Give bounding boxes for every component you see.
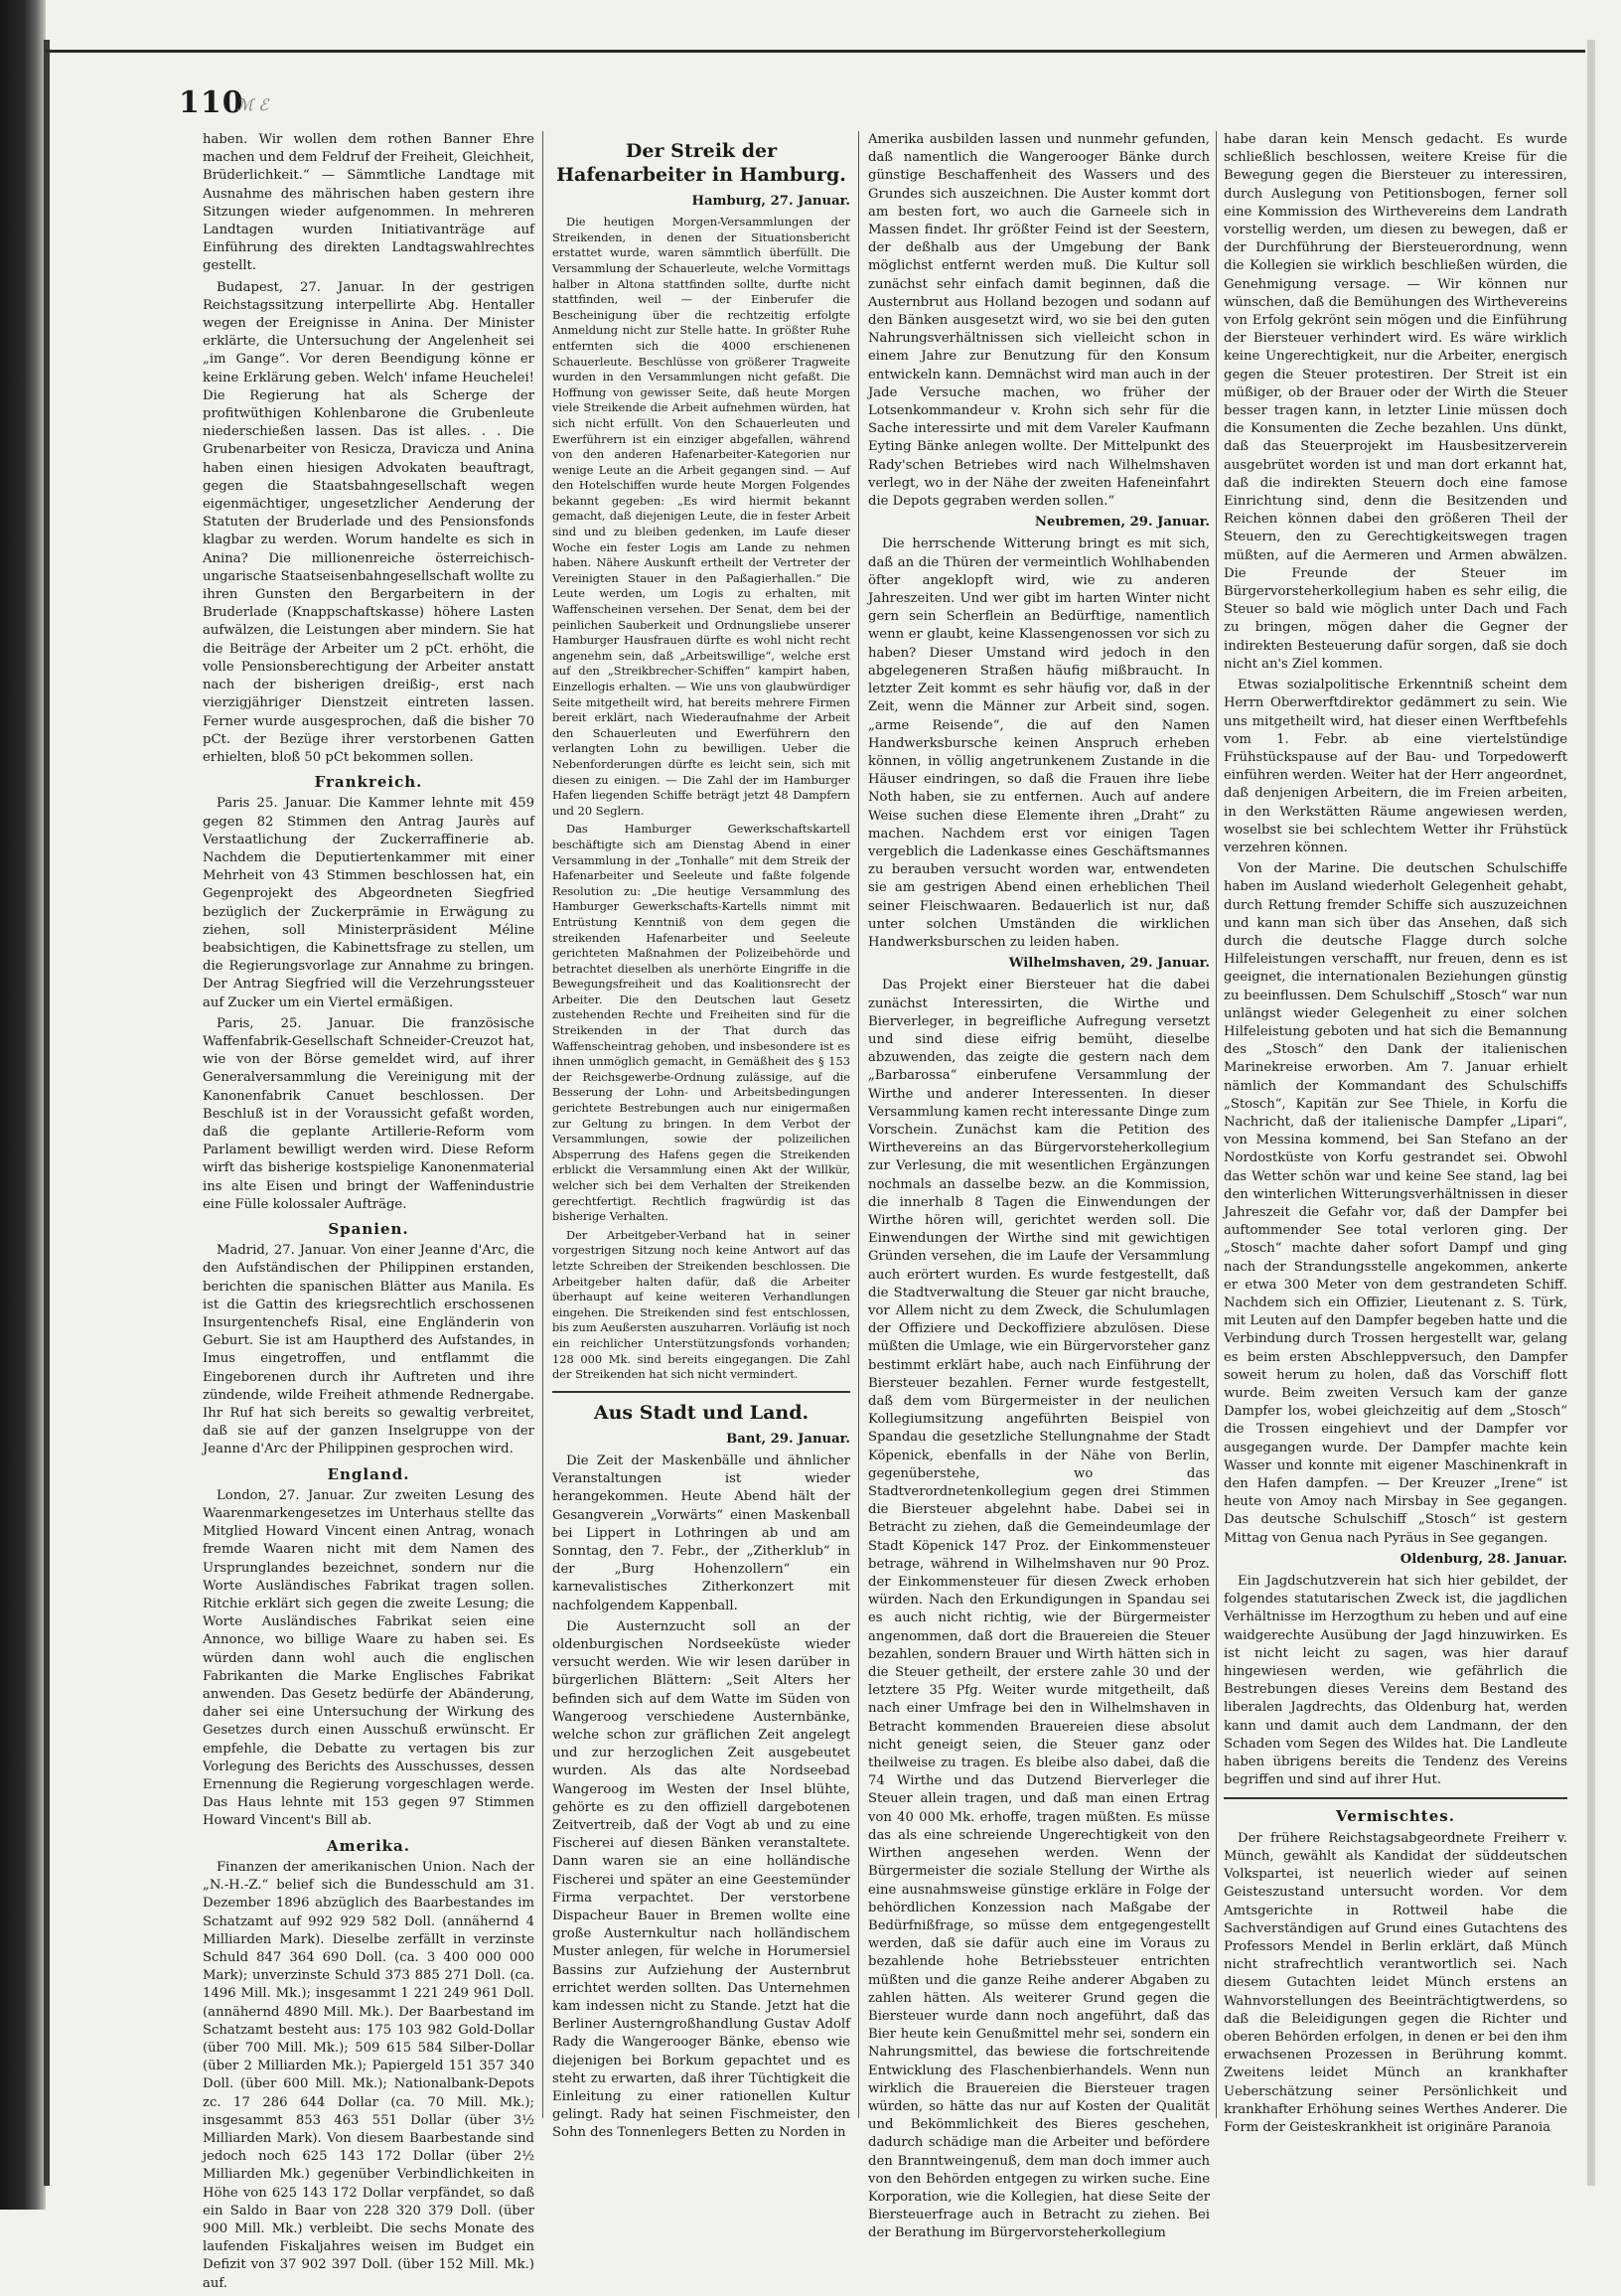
article-paragraph: Die heutigen Morgen-Versammlungen der Streikenden, in denen der Situationsbericht erstattet wurde, waren sämmtlich überfüllt. Die Versammlung der Schauerleute, welche Vormittags halber in Altona stattfinden sollte, durfte nicht stattfinden, weil — der Einberufer die Bescheinigung über die rechtzeitig erfolgte Anmeldung nicht zur Stelle hatte. In größter Ruhe entfernten sich die 4000 erschienenen Schauerleute. Beschlüsse von größerer Tragweite wurden in den Versammlungen nicht gefaßt. Die Hoffnung von gewisser Seite, daß heute Morgen viele Streikende die Arbeit aufnehmen würden, hat sich nicht erfüllt. Von den Schauerleuten und Ewerführern ist ein einziger abgefallen, während von den anderen Hafenarbeiter-Kategorien nur wenige Leute an die Arbeit gegangen sind. — Auf den Hotelschiffen wurde heute Morgen Folgendes bekannt gegeben: „Es wird hiermit bekannt gemacht, daß diejenigen Leute, die in fester Arbeit sind und zu bleiben gedenken, im Laufe dieser Woche ein fester Logis am Lande zu nehmen haben. Nähere Auskunft ertheilt der Vertreter der Vereinigten Stauer in den Paßagierhallen.“ Die Leute werden, um Logis zu erhalten, mit Waffenscheinen versehen. Der Senat, dem bei der peinlichen Sauberkeit und Ordnungsliebe unserer Hamburger Hausfrauen dürfte es wohl nicht recht angenehm sein, daß „Arbeitswillige“, welche erst auf den „Streikbrecher-Schiffen“ kampirt haben, Einzellogis erhalten. — Wie uns von glaubwürdiger Seite mitgetheilt wird, hat bereits mehrere Firmen bereit erklärt, nach Wiederaufnahme der Arbeit den Schauerleuten und Ewerführern den verlangten Lohn zu bewilligen. Ueber die Nebenforderungen dürfte es leicht sein, sich mit diesen zu einigen. — Die Zahl der im Hamburger Hafen liegenden Schiffe beträgt jetzt 48 Dampfern und 20 Seglern. [552, 215, 850, 818]
column-rule-3 [1216, 131, 1217, 2118]
section-heading-england: England. [327, 1464, 410, 1483]
column-rule-1 [542, 131, 543, 2118]
page-top-rule [46, 50, 1585, 53]
article-paragraph: Amerika ausbilden lassen und nunmehr gefunden, daß namentlich die Wangerooger Bänke durch günstige Beschaffenheit des Wassers und des Grundes sich auszeichnen. Die Auster kommt dort am besten fort, wo auch die Garneele sich in Massen findet. Ihr größter Feind ist der Seestern, der deßhalb aus der Umgebung der Bank möglichst entfernt werden muß. Die Kultur soll zunächst sehr einfach damit beginnen, daß die Austernbrut aus Holland bezogen und sodann auf den Bänken ausgesetzt wird, wo sie bei den guten Nahrungsverhältnissen sich vielleicht schon in einem Jahre zur Benutzung für den Konsum entwickeln kann. Demnächst wird man auch in der Jade Versuche machen, wo früher der Lotsenkommandeur v. Krohn sich sehr für die Sache interessirte und mit dem Vareler Kaufmann Eyting Bänke anlegen wollte. Der Mittelpunkt des Rady'schen Betriebes wird nach Wilhelmshaven verlegt, wo in der Nähe der zweiten Hafeneinfahrt die Depots gegraben werden sollen.“ [868, 132, 1210, 510]
column-2 [552, 139, 850, 2146]
article-paragraph: Die Zeit der Maskenbälle und ähnlicher Veranstaltungen ist wieder herangekommen. Heute Abend hält der Gesangverein „Vorwärts“ einen Maskenball bei Lippert in Lothringen ab und am Sonntag, den 7. Febr., der „Zitherklub“ in der „Burg Hohenzollern“ ein karnevalistisches Zitherkonzert mit nachfolgendem Kappenball. [552, 1453, 850, 1613]
article-paragraph: Der frühere Reichstagsabgeordnete Freiherr v. Münch, gewählt als Kandidat der süddeutschen Volkspartei, ist neuerlich wieder auf seinen Geisteszustand untersucht worden. Vor dem Amtsgerichte in Rottweil habe die Sachverständigen auf Grund eines Gutachtens des Professors Mendel in Berlin erklärt, daß Münch nicht strafrechtlich verantwortlich sei. Nach diesem Gutachten leidet Münch erstens an Wahnvorstellungen des Beeinträchtigtwerdens, so daß die Beleidigungen gegen die Richter und oberen Behörden erfolgen, in denen er bei den ihm erwachsenen Prozessen in Berührung kommt. Zweitens leidet Münch an krankhafter Ueberschätzung seiner Persönlichkeit und krankhafter Erhöhung seines Werthes Anderer. Die Form der Geisteskrankheit ist originäre Paranoia [1224, 1830, 1567, 2135]
section-heading-spanien: Spanien. [328, 1219, 409, 1238]
article-paragraph: London, 27. Januar. Zur zweiten Lesung des Waarenmarkengesetzes im Unterhaus stellte das Mitglied Howard Vincent einen Antrag, wonach fremde Waaren nicht mit dem Namen des Ursprunglandes bezeichnet, sondern nur die Worte Ausländisches Fabrikat tragen sollen. Ritchie erklärt sich gegen die zweite Lesung; die Worte Ausländisches Fabrikat seien eine Annonce, wo billige Waare zu haben sei. Es würden dann wohl auch die englischen Fabrikanten die Marke Englisches Fabrikat anwenden. Das Gesetz bedürfe der Abänderung, daher sei eine Untersuchung der Wirkung des Gesetzes durch einen Ausschuß erwünscht. Er empfehle, die Debatte zu vertagen bis zur Vorlegung des Berichts des Ausschusses, dessen Ernennung die Regierung vorgeschlagen werde. Das Haus lehnte mit 153 gegen 97 Stimmen Howard Vincent's Bill ab. [203, 1487, 534, 1829]
article-title-hafenarbeiter: Der Streik der Hafenarbeiter in Hamburg. [556, 140, 846, 186]
article-paragraph: Madrid, 27. Januar. Von einer Jeanne d'Arc, die den Aufständischen der Philippinen erstanden, berichten die spanischen Blätter aus Manila. Es ist die Gattin des kriegsrechtlich erschossenen Insurgentenchefs Risal, eine Engländerin von Geburt. Sie ist am Hauptherd des Aufstandes, in Imus eingetroffen, und entflammt die Eingeborenen durch ihr Auftreten und ihre zündende, wilde Freiheit athmende Rednergabe. Ihr Ruf hat sich bereits so gewaltig verbreitet, daß sie auf der ganzen Inselgruppe von der Jeanne d'Arc der Philippinen gesprochen wird. [203, 1243, 534, 1457]
article-paragraph: Paris 25. Januar. Die Kammer lehnte mit 459 gegen 82 Stimmen den Antrag Jaurès auf Verstaatlichung der Zuckerraffinerie ab. Nachdem die Deputiertenkammer mit einer Mehrheit von 43 Stimmen beschlossen hat, ein Gegenprojekt des Abgeordneten Siegfried bezüglich der Zuckerprämie in Erwägung zu ziehen, soll Ministerpräsident Méline beabsichtigen, die Kabinettsfrage zu stellen, um die Regierungsvorlage zur Annahme zu bringen. Der Antrag Siegfried will die Verzehrungssteuer auf Zucker um ein Viertel ermäßigen. [203, 796, 534, 1010]
column-4 [1224, 131, 1567, 2140]
section-separator [552, 1391, 850, 1393]
page-binding-edge [44, 40, 50, 2186]
article-paragraph: Paris, 25. Januar. Die französische Waffenfabrik-Gesellschaft Schneider-Creuzot hat, wie von der Börse gemeldet wird, auf ihrer Generalversammlung die Vereinigung mit der Kanonenfabrik Canuet beschlossen. Der Beschluß ist in der Voraussicht gefaßt worden, daß die geplante Artillerie-Reform vom Parlament bewilligt werden wird. Diese Reform wirft das bisherige kostspielige Kanonenmaterial ins alte Eisen und bringt der Waffenindustrie eine Fülle kolossaler Aufträge. [203, 1015, 534, 1212]
dateline: Wilhelmshaven, 29. Januar. [1008, 956, 1210, 972]
book-spine [0, 0, 46, 2210]
article-paragraph: Finanzen der amerikanischen Union. Nach der „N.-H.-Z.“ belief sich die Bundesschuld am 31. Dezember 1896 abzüglich des Baarbestandes im Schatzamt auf 992 929 582 Doll. (annähernd 4 Milliarden Mark). Dieselbe zerfällt in verzinste Schuld 847 364 690 Doll. (ca. 3 400 000 000 Mark); unverzinste Schuld 373 885 271 Doll. (ca. 1496 Mill. Mk.); insgesammt 1 221 249 961 Doll. (annähernd 4890 Mill. Mk.). Der Baarbestand im Schatzamt besteht aus: 175 103 982 Gold-Dollar (über 700 Mill. Mk.); 509 615 584 Silber-Dollar (über 2 Milliarden Mk.); Papiergeld 151 357 340 Doll. (über 600 Mill. Mk.); Nationalbank-Depots zc. 17 286 644 Dollar (ca. 70 Mill. Mk.); insgesammt 853 463 551 Dollar (über 3½ Milliarden Mark). Von diesem Baarbestande sind jedoch noch 625 143 172 Dollar (über 2½ Milliarden Mk.) gegenüber Verbindlichkeiten in Höhe von 625 143 172 Dollar verpfändet, so daß ein Saldo in Baar von 228 320 379 Doll. (über 900 Mill. Mk.) verbleibt. Die sechs Monate des laufenden Fiskaljahres weisen im Budget ein Defizit von 37 902 397 Doll. (über 152 Mill. Mk.) auf. [203, 1859, 534, 2291]
article-paragraph: Die Austernzucht soll an der oldenburgischen Nordseeküste wieder versucht werden. Wie wir lesen darüber in bürgerlichen Blättern: „Seit Alters her befinden sich auf dem Watte im Süden von Wangeroog verschiedene Austernbänke, welche schon zur gräflichen Zeit angelegt und zur herzoglichen Zeit ausgebeutet wurden. Als das alte Nordseebad Wangeroog im Westen der Insel blühte, gehörte es zu den offiziell dargebotenen Zeitvertreib, daß der Vogt ab und zu eine Fischerei auf diesen Bänken veranstaltete. Dann waren sie an eine holländische Fischerei und später an eine Geestemünder Firma verpachtet. Der verstorbene Dispacheur Bauer in Bremen wollte eine große Austernkultur nach holländischem Muster anlegen, für welche in Horumersiel Bassins zur Aufziehung der Austernbrut errichtet werden sollten. Das Unternehmen kam indessen nicht zu Stande. Jetzt hat die Berliner Austerngroßhandlung Gustav Adolf Rady die Wangerooger Bänke, ebenso wie diejenigen bei Borkum gepachtet und es steht zu erwarten, daß ihrer Tüchtigkeit die Einleitung zu einer rationellen Kultur gelingt. Rady hat seinen Fischmeister, den Sohn des Tonnenlegers Betten zu Norden in [552, 1618, 850, 2141]
article-paragraph: habe daran kein Mensch gedacht. Es wurde schließlich beschlossen, weitere Kreise für die Bewegung gegen die Biersteuer zu interessiren, durch Auslegung von Petitionsbogen, ferner soll eine Kommission des Wirthevereins dem Landrath vorstellig werden, um diesen zu bewegen, daß er der Durchführung der Biersteuerordnung, wenn die Kollegien sie wirklich beschließen würden, die Genehmigung versage. — Wir können nur wünschen, daß die Bemühungen des Wirthevereins von Erfolg gekrönt sein mögen und die Einführung der Biersteuer verhindert wird. Es wäre wirklich keine Ungerechtigkeit, nur die Arbeiter, energisch gegen die Steuer protestiren. Der Streit ist ein müßiger, ob der Brauer oder der Wirth die Steuer besser tragen kann, in letzter Linie müssen doch die Konsumenten die Zeche bezahlen. Uns dünkt, daß das Steuerprojekt im Hausbesitzerverein ausgebrütet worden ist und man dort erkannt hat, daß die indirekten Steuern doch eine famose Einrichtung sind, denn die Besitzenden und Reichen können dabei den größeren Theil der Steuern, den zu Gerechtigkeitswegen tragen müßten, auf die Aermeren und Armen abwälzen. Die Freunde der Steuer im Bürgervorsteherkollegium haben es sehr eilig, die Steuer so bald wie möglich unter Dach und Fach zu bringen, mögen daher die Gegner der indirekten Besteuerung dafür sorgen, daß sie doch nicht an's Ziel kommen. [1224, 132, 1567, 672]
dateline: Neubremen, 29. Januar. [1034, 515, 1210, 531]
dateline: Hamburg, 27. Januar. [691, 194, 850, 209]
article-paragraph: Von der Marine. Die deutschen Schulschiffe haben im Ausland wiederholt Gelegenheit gehabt, durch Rettung fremder Schiffe sich auszuzeichnen und kann man sich über das Ansehen, daß sich durch die deutsche Flagge durch solche Hilfeleistungen verschafft, nur freuen, denn es ist geeignet, die internationalen Beziehungen günstig zu beeinflussen. Dem Schulschiff „Stosch“ war nun unlängst wieder Gelegenheit zu einer solchen Hilfeleistung geboten und hat sich die Bemannung des „Stosch“ den Dank der italienischen Marinekreise erworben. Am 7. Januar erhielt nämlich der Kommandant des Schulschiffs „Stosch“, Kapitän zur See Thiele, in Korfu die Nachricht, daß der italienische Dampfer „Lipari“, von Messina kommend, bei San Stefano an der Nordostküste von Korfu gestrandet sei. Obwohl das Wetter schön war und keine See stand, lag bei den winterlichen Witterungsverhältnissen in dieser Jahreszeit die Gefahr vor, daß der Dampfer bei auftommender See total verloren ging. Der „Stosch“ machte daher sofort Dampf und ging nach der Strandungsstelle angekommen, ankerte er etwa 300 Meter von dem gestrandeten Schiff. Nachdem sich ein Offizier, Lieutenant z. S. Türk, mit Leuten auf den Dampfer begeben hatte und die Verbindung durch Trossen hergestellt war, gelang es beim ersten Abschleppversuch, den Dampfer soweit herum zu holen, daß das Vorschiff flott wurde. Beim zweiten Versuch kam der ganze Dampfer los, wobei gleichzeitig auf dem „Stosch“ die Trossen eingehievt und der Dampfer vor ausgegangen wurde. Der Dampfer machte kein Wasser und konnte mit eigener Maschinenkraft in den Hafen dampfen. — Der Kreuzer „Irene“ ist heute von Amoy nach Mirsbay in See gegangen. Das deutsche Schulschiff „Stosch“ ist gestern Mittag von Genua nach Pyräus in See gegangen. [1224, 861, 1567, 1546]
article-paragraph: Das Projekt einer Biersteuer hat die dabei zunächst Interessirten, die Wirthe und Bierverleger, in begreifliche Aufregung versetzt und sind diese eifrig bemüht, dieselbe abzuwenden, das zeigte die gestern nach dem „Barbarossa“ einberufene Versammlung der Wirthe und anderer Interessenten. In dieser Versammlung kamen recht interessante Dinge zum Vorschein. Zunächst kam die Petition des Wirthevereins an das Bürgervorsteherkollegium zur Verlesung, die mit wesentlichen Ergänzungen nochmals an dasselbe bezw. an die Kommission, die innerhalb 8 Tagen die Einwendungen der Wirthe hören will, gerichtet werden soll. Die Einwendungen der Wirthe sind mit gewichtigen Gründen versehen, die im Laufe der Versammlung auch erörtert wurden. Es wurde festgestellt, daß die Stadtverwaltung die Steuer gar nicht brauche, vor Allem nicht zu dem Zweck, die Schulumlagen der Offiziere und Deckoffiziere abzulösen. Diese müßten die Umlage, wie ein Bürgervorsteher ganz bestimmt erklärt habe, auch nach Einführung der Biersteuer bezahlen. Ferner wurde festgestellt, daß dem vom Bürgermeister in der neulichen Kollegiumsitzung angeführten Beispiel von Spandau die gesetzliche Stellungnahme der Stadt Köpenick, ebenfalls in der Nähe von Berlin, gegenüberstehe, wo das Stadtverordnetenkollegium gegen drei Stimmen die Biersteuer abgelehnt habe. Dabei sei in Betracht zu ziehen, daß die Gemeindeumlage der Stadt Köpenick 147 Proz. der Einkommensteuer betrage, während in Wilhelmshaven nur 90 Proz. der Einkommensteuer für diesen Zweck erhoben würden. Nach den Erkundigungen in Spandau sei es auch nicht richtig, wie der Bürgermeister angenommen, daß dort die Brauereien die Steuer bezahlen, sondern Brauer und Wirth hätten sich in die Steuer getheilt, der erstere zahle 30 und der letztere 35 Pfg. Weiter wurde mitgetheilt, daß nach einer Umfrage bei den in Wilhelmshaven in Betracht kommenden Brauereien diese absolut nicht geneigt seien, die Steuer ganz oder theilweise zu tragen. Es bleibe also dabei, daß die 74 Wirthe und das Dutzend Bierverleger die Steuer allein tragen, und daß man einen Ertrag von 40 000 Mk. erhoffe, tragen müßten. Es müsse das als eine schreiende Ungerechtigkeit von den Wirthen angesehen werden. Wenn der Bürgermeister die soziale Stellung der Wirthe als eine ausnahmsweise günstige erkläre in Folge der behördlichen Konzession nach Maßgabe der Bedürfnißfrage, so müsse dem entgegengestellt werden, daß sie dafür auch eine im Voraus zu bezahlende hohe Betriebssteuer entrichten müßten und die ganze Reihe anderer Abgaben zu zahlen hätten. Als weiterer Grund gegen die Biersteuer wurde dann noch angeführt, daß das Bier heute kein Genußmittel mehr sei, sondern ein Nahrungsmittel, das bewiese die fortschreitende Entwicklung des Flaschenbierhandels. Wenn nun wirklich die Brauereien die Biersteuer tragen würden, so hätte das nur auf Kosten der Qualität und Bekömmlichkeit des Bieres geschehen, dadurch schädige man die Arbeiter und befördere den Branntweingenuß, dem man doch immer auch von den Behörden entgegen zu wirken suche. Eine Korporation, wie die Kollegien, hat diese Seite der Biersteuerfrage auch in Betracht zu ziehen. Bei der Berathung im Bürgervorsteherkollegium [868, 978, 1210, 2241]
page-number: 110 [179, 85, 244, 120]
article-paragraph: Ein Jagdschutzverein hat sich hier gebildet, der folgendes statutarischen Zweck ist, die jagdlichen Verhältnisse im Herzogthum zu heben und auf eine waidgerechte Ausübung der Jagd hinzuwirken. Es ist nicht leicht zu sagen, was hier darauf hingewiesen werden, wie gefährlich die Bestrebungen dieses Vereins dem Bestand des liberalen Jagdrechts, das Oldenburg hat, werden kann und damit auch dem Landmann, der den Schaden vom Segen des Wildes hat. Die Landleute haben übrigens bereits die Tendenz des Vereins begriffen und sind auf ihrer Hut. [1224, 1574, 1567, 1788]
page-right-edge [1587, 40, 1595, 2186]
dateline: Bant, 29. Januar. [726, 1431, 850, 1447]
article-paragraph: Etwas sozialpolitische Erkenntniß scheint dem Herrn Oberwerftdirektor gedämmert zu sein. Wie uns mitgetheilt wird, hat dieser einen Werftbefehls vom 1. Febr. ab eine viertelstündige Frühstückspause auf der Bau- und Torpedowerft einführen werden. Weiter hat der Herr angeordnet, daß denjenigen Arbeitern, die im Freien arbeiten, in den Werkstätten Räume angewiesen werden, woselbst sie bei schlechtem Wetter ihr Frühstück verzehren können. [1224, 678, 1567, 855]
page-margin-mark: ℳ ℰ [236, 95, 268, 114]
section-heading-vermischtes: Vermischtes. [1336, 1807, 1455, 1826]
dateline: Oldenburg, 28. Januar. [1400, 1551, 1567, 1567]
article-paragraph: Budapest, 27. Januar. In der gestrigen Reichstagssitzung interpellirte Abg. Hentaller wegen der Ereignisse in Anina. Der Minister erklärte, die Untersuchung der Angelenheit sei „im Gange“. Vor deren Beendigung könne er keine Erklärung geben. Welch' infame Heuchelei! Die Regierung hat als Scherge der profitwüthigen Kohlenbarone die Grubenleute niederschießen lassen. Das ist alles. . . Die Grubenarbeiter von Resicza, Dravicza und Anina haben einen hiesigen Advokaten beauftragt, gegen die Staatsbahngesellschaft wegen eigenmächtiger, ungesetzlicher Aenderung der Statuten der Bruderlade und des Pensionsfonds klagbar zu werden. Worum handelte es sich in Anina? Die millionenreiche österreichisch-ungarische Staatseisenbahngesellschaft wollte zu ihren Gunsten den Bergarbeitern in der Bruderlade (Knappschaftskasse) höhere Lasten aufwälzen, die Leistungen aber mindern. Sie hat die Beiträge der Arbeiter um 2 pCt. erhöht, die volle Pensionsberechtigung der Arbeiter anstatt nach der bisherigen dreißig-, erst nach vierzigjähriger Dienstzeit eintreten lassen. Ferner wurde ausgesprochen, daß die bisher 70 pCt. der Bezüge ihrer verstorbenen Gatten erhielten, bloß 50 pCt bekommen sollen. [203, 279, 534, 765]
section-heading-amerika: Amerika. [327, 1836, 410, 1855]
article-paragraph: haben. Wir wollen dem rothen Banner Ehre machen und dem Feldruf der Freiheit, Gleichheit, Brüderlichkeit.“ — Sämmtliche Landtage mit Ausnahme des mährischen haben gestern ihre Sitzungen wieder aufgenommen. In mehreren Landtagen wurden Initiativanträge auf Einführung des direkten Landtagswahlrechtes gestellt. [203, 132, 534, 274]
article-paragraph: Der Arbeitgeber-Verband hat in seiner vorgestrigen Sitzung noch keine Antwort auf das letzte Schreiben der Streikenden beschlossen. Die Arbeitgeber halten dafür, daß die Arbeiter überhaupt auf keine weiteren Verhandlungen eingehen. Die Streikenden sind fest entschlossen, bis zum Aeußersten auszuharren. Vorläufig ist noch ein reichlicher Unterstützungsfonds vorhanden; 128 000 Mk. sind bereits eingegangen. Die Zahl der Streikenden hat sich nicht vermindert. [552, 1227, 850, 1382]
article-paragraph: Die herrschende Witterung bringt es mit sich, daß an die Thüren der vermeintlich Wohlhabenden öfter angeklopft wird, wie zu anderen Jahreszeiten. Und wer gibt im harten Winter nicht gern sein Scherflein an Bedürftige, namentlich wenn er glaubt, keine Klassengenossen vor sich zu haben? Dieser Umstand wird jedoch in den abgelegeneren Straßen häufig mißbraucht. In letzter Zeit kommt es sehr häufig vor, daß in der Zeit, wenn die Männer zur Arbeit sind, sogen. „arme Reisende“, die auf den Namen Handwerksbursche keinen Anspruch erheben können, in völlig angetrunkenem Zustande in die Häuser eindringen, so daß die Frauen ihre liebe Noth haben, sie zu entfernen. Auch auf andere Weise suchen diese Elemente ihren „Draht“ zu machen. Nachdem erst vor einigen Tagen vergeblich die Ladenkasse eines Geschäftsmannes zu berauben versucht worden war, entwendeten sie am gestrigen Abend einen erheblichen Theil seiner Fleischwaaren. Bedauerlich ist nur, daß unter solchen Umständen die wirklichen Handwerksburschen zu leiden haben. [868, 536, 1210, 950]
column-rule-2 [858, 131, 859, 2118]
section-heading-frankreich: Frankreich. [314, 773, 423, 792]
section-separator [1224, 1797, 1567, 1799]
column-1 [203, 131, 534, 2296]
column-3 [868, 131, 1210, 2246]
article-paragraph: Das Hamburger Gewerkschaftskartell beschäftigte sich am Dienstag Abend in einer Versammlung in der „Tonhalle“ mit dem Streik der Hafenarbeiter und Seeleute und faßte folgende Resolution zu: „Die heutige Versammlung des Hamburger Gewerkschafts-Kartells nimmt mit Entrüstung Kenntniß von dem gegen die streikenden Hafenarbeiter und Seeleute gerichteten Maßnahmen der Polizeibehörde und betrachtet dieselben als unerhörte Eingriffe in die Bewegungsfreiheit und das Koalitionsrecht der Arbeiter. Die den Deutschen laut Gesetz zustehenden Rechte und Freiheiten sind für die Streikenden in der That durch das Waffenscheintrag gehoben, und insbesondere ist es ihnen unmöglich gemacht, in Gemäßheit des § 153 der Reichsgewerbe-Ordnung zulässige, auf die Besserung der Lohn- und Arbeitsbedingungen gerichtete Bestrebungen auch nur einigermaßen zur Geltung zu bringen. In dem Verbot der Versammlungen, sowie der polizeilichen Absperrung des Hafens gegen die Streikenden erblickt die Versammlung einen Akt der Willkür, welcher sich bei dem Verhalten der Streikenden gerechtfertigt. Rechtlich fragwürdig ist das bisherige Verhalten. [552, 822, 850, 1224]
section-title-stadt-und-land: Aus Stadt und Land. [593, 1401, 810, 1424]
